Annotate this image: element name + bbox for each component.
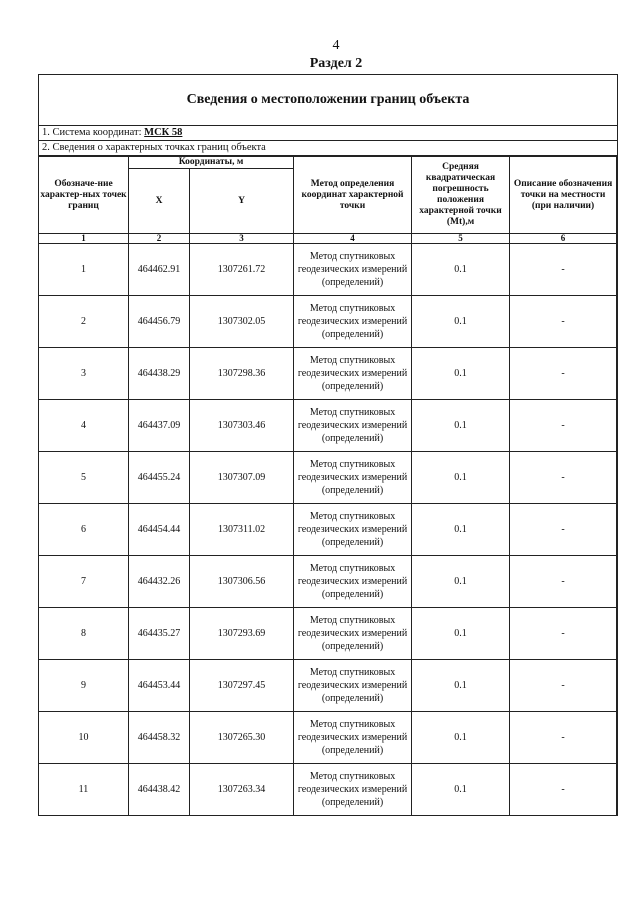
point-number: 5 <box>39 452 129 504</box>
table-row <box>39 660 617 712</box>
point-y: 1307306.56 <box>190 556 294 608</box>
point-description: - <box>510 556 617 608</box>
point-x: 464462.91 <box>129 244 190 296</box>
point-method: Метод спутниковых геодезических измерений (определений) <box>294 660 412 712</box>
table-row <box>39 608 617 660</box>
col-y-header: Y <box>190 169 294 234</box>
point-x: 464438.29 <box>129 348 190 400</box>
point-description: - <box>510 660 617 712</box>
point-description: - <box>510 296 617 348</box>
table-row <box>39 296 617 348</box>
column-number: 1 <box>39 234 129 244</box>
column-number: 3 <box>190 234 294 244</box>
point-description: - <box>510 764 617 816</box>
point-number: 4 <box>39 400 129 452</box>
table-row <box>39 348 617 400</box>
coordinate-system-value: МСК 58 <box>144 127 183 138</box>
col-x-header: X <box>129 169 190 234</box>
point-method: Метод спутниковых геодезических измерений (определений) <box>294 348 412 400</box>
point-number: 9 <box>39 660 129 712</box>
point-number: 8 <box>39 608 129 660</box>
column-number: 4 <box>294 234 412 244</box>
point-error: 0.1 <box>412 712 510 764</box>
point-y: 1307298.36 <box>190 348 294 400</box>
point-number: 10 <box>39 712 129 764</box>
point-x: 464455.24 <box>129 452 190 504</box>
point-description: - <box>510 244 617 296</box>
col-designation-header: Обозначе-ние характер-ных точек границ <box>39 157 129 234</box>
point-y: 1307265.30 <box>190 712 294 764</box>
point-error: 0.1 <box>412 452 510 504</box>
point-method: Метод спутниковых геодезических измерений (определений) <box>294 296 412 348</box>
table-row <box>39 712 617 764</box>
point-method: Метод спутниковых геодезических измерений (определений) <box>294 608 412 660</box>
point-error: 0.1 <box>412 660 510 712</box>
points-table-body <box>39 244 617 816</box>
point-description: - <box>510 504 617 556</box>
point-number: 7 <box>39 556 129 608</box>
col-method-header: Метод определения координат характерной точки <box>294 157 412 234</box>
column-number: 5 <box>412 234 510 244</box>
point-y: 1307307.09 <box>190 452 294 504</box>
points-table <box>38 156 617 816</box>
point-y: 1307302.05 <box>190 296 294 348</box>
point-error: 0.1 <box>412 764 510 816</box>
point-number: 3 <box>39 348 129 400</box>
point-number: 1 <box>39 244 129 296</box>
col-error-header: Средняя квадратическая погрешность положения характерной точки (Mt),м <box>412 157 510 234</box>
point-error: 0.1 <box>412 608 510 660</box>
point-y: 1307297.45 <box>190 660 294 712</box>
point-y: 1307261.72 <box>190 244 294 296</box>
table-row <box>39 556 617 608</box>
point-method: Метод спутниковых геодезических измерений (определений) <box>294 400 412 452</box>
point-method: Метод спутниковых геодезических измерений (определений) <box>294 244 412 296</box>
point-error: 0.1 <box>412 296 510 348</box>
point-method: Метод спутниковых геодезических измерений (определений) <box>294 712 412 764</box>
point-x: 464435.27 <box>129 608 190 660</box>
main-heading: Сведения о местоположении границ объекта <box>39 75 617 126</box>
point-description: - <box>510 348 617 400</box>
point-number: 6 <box>39 504 129 556</box>
col-description-header: Описание обозначения точки на местности (при наличии) <box>510 157 617 234</box>
point-x: 464454.44 <box>129 504 190 556</box>
point-method: Метод спутниковых геодезических измерений (определений) <box>294 452 412 504</box>
coordinate-system-row <box>39 126 617 141</box>
point-error: 0.1 <box>412 556 510 608</box>
point-error: 0.1 <box>412 400 510 452</box>
points-table-header <box>39 157 617 244</box>
point-description: - <box>510 712 617 764</box>
point-method: Метод спутниковых геодезических измерений (определений) <box>294 504 412 556</box>
table-row <box>39 400 617 452</box>
table-row <box>39 764 617 816</box>
point-y: 1307311.02 <box>190 504 294 556</box>
point-method: Метод спутниковых геодезических измерений (определений) <box>294 764 412 816</box>
point-x: 464438.42 <box>129 764 190 816</box>
point-y: 1307263.34 <box>190 764 294 816</box>
point-number: 11 <box>39 764 129 816</box>
section-title: Раздел 2 <box>309 56 363 71</box>
page-number: 4 <box>332 38 340 53</box>
point-error: 0.1 <box>412 504 510 556</box>
point-number: 2 <box>39 296 129 348</box>
column-number: 2 <box>129 234 190 244</box>
column-number: 6 <box>510 234 617 244</box>
boundary-info-frame <box>38 74 618 816</box>
point-y: 1307303.46 <box>190 400 294 452</box>
point-description: - <box>510 452 617 504</box>
point-x: 464432.26 <box>129 556 190 608</box>
table-row <box>39 244 617 296</box>
point-error: 0.1 <box>412 244 510 296</box>
point-x: 464458.32 <box>129 712 190 764</box>
point-y: 1307293.69 <box>190 608 294 660</box>
col-coordinates-header: Координаты, м <box>129 157 294 169</box>
point-description: - <box>510 400 617 452</box>
point-method: Метод спутниковых геодезических измерений (определений) <box>294 556 412 608</box>
point-error: 0.1 <box>412 348 510 400</box>
point-x: 464453.44 <box>129 660 190 712</box>
table-row <box>39 504 617 556</box>
point-x: 464456.79 <box>129 296 190 348</box>
coordinate-system-label: 1. Система координат: <box>42 127 142 138</box>
table-row <box>39 452 617 504</box>
point-description: - <box>510 608 617 660</box>
points-heading: 2. Сведения о характерных точках границ объекта <box>39 141 617 156</box>
point-x: 464437.09 <box>129 400 190 452</box>
